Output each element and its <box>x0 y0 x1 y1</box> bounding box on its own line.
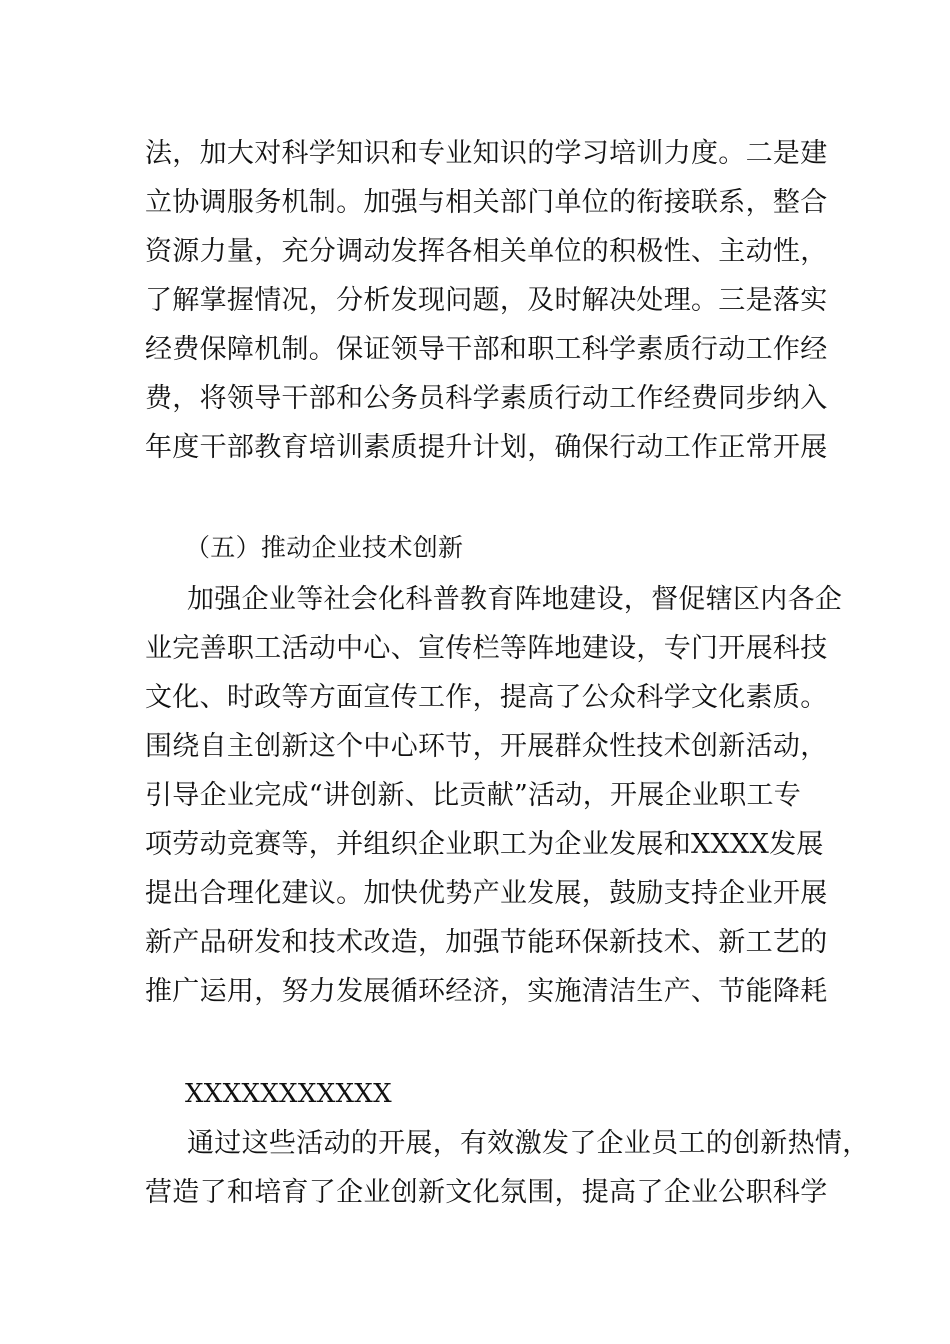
paragraph1-line-3: 资源力量，充分调动发挥各相关单位的积极性、主动性， <box>145 236 828 267</box>
section5-line-1: 加强企业等社会化科普教育阵地建设，督促辖区内各企 <box>187 584 843 615</box>
section6-line-2: 营造了和培育了企业创新文化氛围，提高了企业公职科学 <box>145 1177 828 1208</box>
section5-line-8: 新产品研发和技术改造，加强节能环保新技术、新工艺的 <box>145 927 828 958</box>
section6-heading: XXXXXXXXXXX <box>185 1079 392 1109</box>
paragraph1-line-2: 立协调服务机制。加强与相关部门单位的衔接联系，整合 <box>145 187 828 218</box>
section5-line-7: 提出合理化建议。加快优势产业发展，鼓励支持企业开展 <box>145 878 828 909</box>
section5-line-3: 文化、时政等方面宣传工作，提高了公众科学文化素质。 <box>145 682 828 713</box>
section5-line-5: 引导企业完成“讲创新、比贡献”活动，开展企业职工专 <box>145 780 802 811</box>
paragraph1-line-1: 法，加大对科学知识和专业知识的学习培训力度。二是建 <box>145 138 828 169</box>
section5-heading: （五）推动企业技术创新 <box>185 533 464 562</box>
paragraph1-line-5: 经费保障机制。保证领导干部和职工科学素质行动工作经 <box>145 334 828 365</box>
section5-line-2: 业完善职工活动中心、宣传栏等阵地建设，专门开展科技 <box>145 633 828 664</box>
section5-line-6: 项劳动竞赛等，并组织企业职工为企业发展和XXXX发展 <box>145 829 824 860</box>
paragraph1-line-7: 年度干部教育培训素质提升计划，确保行动工作正常开展 <box>145 432 828 463</box>
paragraph1-line-4: 了解掌握情况，分析发现问题，及时解决处理。三是落实 <box>145 285 828 316</box>
section6-line-1: 通过这些活动的开展，有效激发了企业员工的创新热情， <box>187 1128 870 1159</box>
paragraph1-line-6: 费，将领导干部和公务员科学素质行动工作经费同步纳入 <box>145 383 828 414</box>
section5-line-4: 围绕自主创新这个中心环节，开展群众性技术创新活动， <box>145 731 828 762</box>
section5-line-9: 推广运用，努力发展循环经济，实施清洁生产、节能降耗 <box>145 976 828 1007</box>
